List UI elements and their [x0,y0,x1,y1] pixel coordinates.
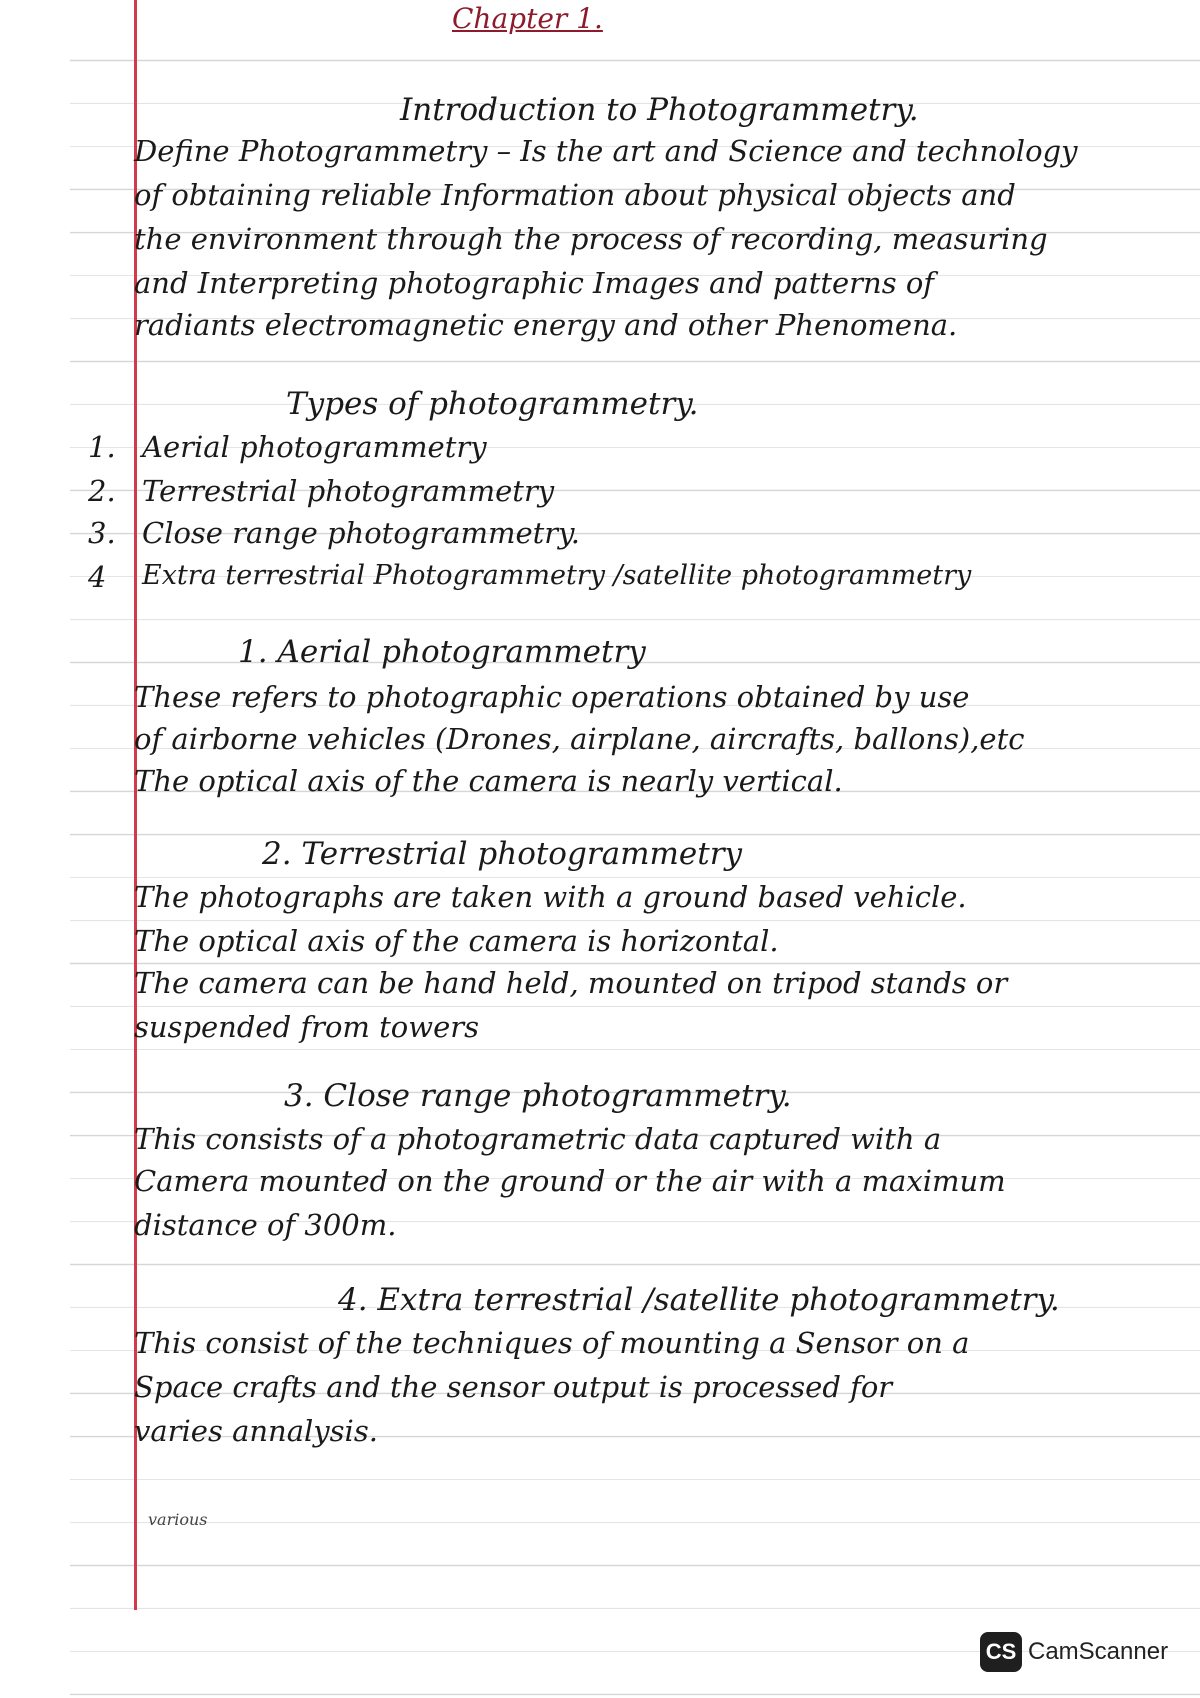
section-line: distance of 300m. [134,1208,397,1242]
section-line: Space crafts and the sensor output is processed for [134,1370,893,1404]
section-line: The optical axis of the camera is nearly vertical. [134,764,843,798]
camscanner-watermark [980,1630,1168,1674]
definition-line: radiants electromagnetic energy and other Phenomena. [134,308,958,342]
chapter-heading: Chapter 1. [452,2,603,35]
section-heading: 2. Terrestrial photogrammetry [262,836,743,872]
definition-line: of obtaining reliable Information about physical objects and [134,178,1016,212]
section-heading: 1. Aerial photogrammetry [238,634,646,670]
section-line: Camera mounted on the ground or the air with a maximum [134,1164,1006,1198]
camscanner-brand: CamScanner [1028,1638,1169,1665]
page-left-edge [0,0,70,1698]
section-line: The camera can be hand held, mounted on tripod stands or [134,966,1008,1000]
types-list-item: Close range photogrammetry. [142,516,580,550]
section-line: This consist of the techniques of mounting a Sensor on a [134,1326,970,1360]
section-line: The optical axis of the camera is horizontal. [134,924,779,958]
types-list-item: Aerial photogrammetry [142,430,487,464]
section-heading: 4. Extra terrestrial /satellite photogrammetry. [338,1282,1060,1318]
definition-line: the environment through the process of recording, measuring [134,222,1048,256]
camscanner-logo-icon: CS [980,1632,1022,1672]
section-heading: 3. Close range photogrammetry. [284,1078,792,1114]
definition-line: Define Photogrammetry – Is the art and Science and technology [134,134,1078,168]
list-number: 3. [88,516,116,550]
list-number: 2. [88,474,116,508]
section-line: The photographs are taken with a ground based vehicle. [134,880,967,914]
intro-title: Introduction to Photogrammetry. [400,92,919,128]
section-line: varies annalysis. [134,1414,378,1448]
types-heading: Types of photogrammetry. [286,386,699,422]
definition-line: and Interpreting photographic Images and patterns of [134,266,935,300]
section-line: This consists of a photogrametric data captured with a [134,1122,942,1156]
types-list-item: Terrestrial photogrammetry [142,474,555,508]
section-line: suspended from towers [134,1010,479,1044]
section-line: These refers to photographic operations obtained by use [134,680,970,714]
list-number: 4 [88,560,107,594]
types-list-item: Extra terrestrial Photogrammetry /satellite photogrammetry [142,560,972,591]
list-number: 1. [88,430,116,464]
correction-note: various [148,1510,208,1529]
section-line: of airborne vehicles (Drones, airplane, aircrafts, ballons),etc [134,722,1025,756]
